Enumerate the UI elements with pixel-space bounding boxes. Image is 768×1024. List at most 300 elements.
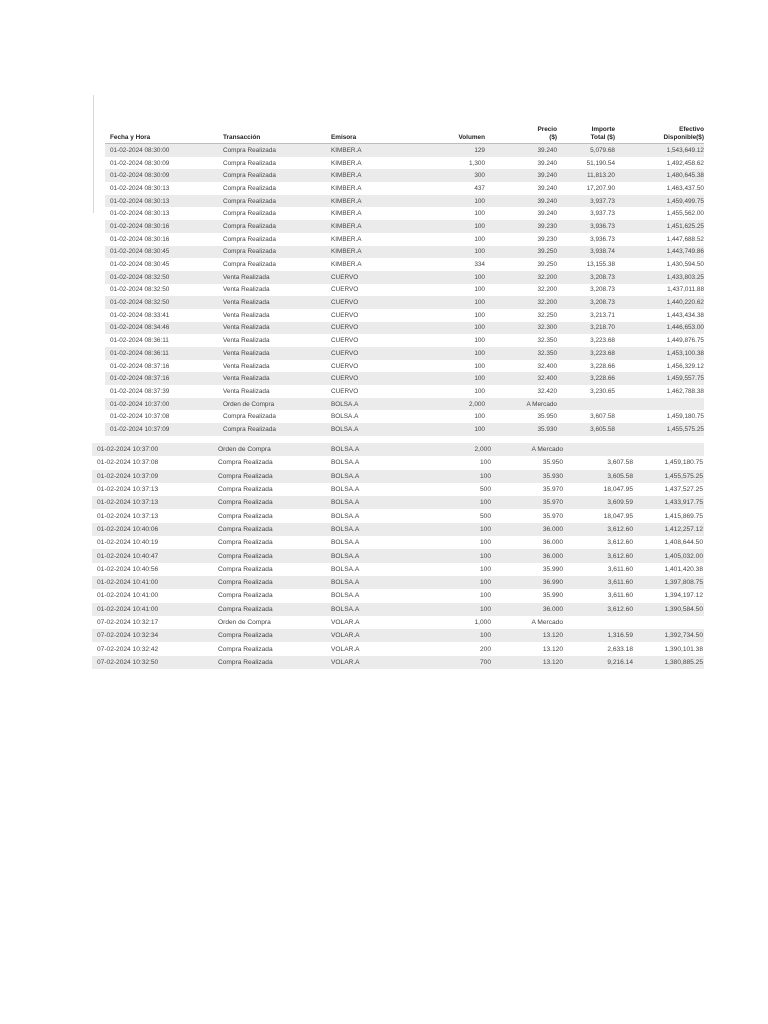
date-cell: 01-02-2024 08:37:16 [110,362,170,370]
cash-cell: 1,443,434.38 [666,311,704,319]
price-cell: 39.250 [537,248,557,256]
cash-cell: 1,443,749.86 [666,248,704,256]
date-cell: 01-02-2024 08:30:13 [110,197,170,205]
table-row [105,385,704,398]
volume-cell: 100 [479,632,491,640]
date-cell: 01-02-2024 10:37:08 [97,459,159,467]
volume-cell: 100 [479,539,491,547]
total-cell: 3,230.65 [590,387,615,395]
cash-cell: 1,455,575.25 [666,425,704,433]
total-cell: 11,813.20 [587,172,615,180]
transaction-cell: Venta Realizada [223,324,270,332]
total-cell: 3,611.60 [607,592,633,600]
cash-cell: 1,408,644.50 [664,539,703,547]
cash-cell: 1,390,101.38 [664,645,703,653]
issuer-cell: BOLSA.A [331,552,360,560]
cash-cell: 1,449,876.75 [666,337,704,345]
date-cell: 01-02-2024 10:41:00 [97,592,159,600]
price-cell: 32.400 [537,362,557,370]
price-cell: 39.250 [537,261,557,269]
price-cell: 35.950 [542,459,563,467]
date-cell: 01-02-2024 08:32:50 [110,273,170,281]
issuer-cell: KIMBER.A [331,159,362,167]
issuer-cell: BOLSA.A [331,425,359,433]
volume-cell: 100 [474,273,485,281]
issuer-cell: CUERVO [331,387,359,395]
total-cell: 3,936.73 [590,222,615,230]
issuer-cell: CUERVO [331,273,359,281]
total-cell: 3,938.74 [590,248,615,256]
total-cell: 3,218.70 [590,324,615,332]
volume-cell: 100 [474,413,485,421]
cash-cell: 1,492,458.62 [666,159,704,167]
volume-cell: 100 [474,362,485,370]
cash-cell: 1,543,649.12 [666,146,704,154]
table-row [105,410,704,423]
cash-cell: 1,433,803.25 [666,273,704,281]
cash-cell: 1,453,100.38 [666,349,704,357]
total-cell: 3,213.71 [590,311,615,319]
volume-cell: 100 [474,222,485,230]
issuer-cell: VOLAR.A [331,619,360,626]
total-cell: 5,079.68 [590,146,615,154]
date-cell: 01-02-2024 08:30:09 [110,159,170,167]
transaction-cell: Compra Realizada [218,499,273,507]
table-row [105,334,704,347]
price-cell: 36.000 [542,525,563,533]
total-cell: 3,228.66 [590,362,615,370]
cash-cell: 1,415,869.75 [664,512,703,520]
transaction-cell: Compra Realizada [218,645,273,653]
price-cell: 36.000 [542,552,563,560]
total-cell: 3,607.58 [607,459,633,467]
table-row [92,549,704,562]
table-row [105,182,704,195]
cash-cell: 1,380,885.25 [664,658,703,666]
total-cell: 3,223.68 [590,337,615,345]
volume-cell: 1,000 [474,619,491,626]
cash-cell: 1,397,808.75 [664,579,703,587]
table-row [105,398,704,411]
cash-cell: 1,390,584.50 [664,605,703,613]
volume-cell: 100 [479,525,491,533]
date-cell: 07-02-2024 10:32:17 [97,619,159,626]
total-cell: 3,208.73 [590,273,615,281]
table-row [105,271,704,284]
transaction-cell: Compra Realizada [218,472,273,480]
date-cell: 01-02-2024 08:33:41 [110,311,170,319]
transaction-cell: Compra Realizada [218,565,273,573]
price-cell: 35.990 [542,592,563,600]
transaction-cell: Compra Realizada [218,605,273,613]
volume-cell: 100 [479,459,491,467]
issuer-cell: VOLAR.A [331,658,360,666]
issuer-cell: CUERVO [331,286,359,294]
transaction-cell: Compra Realizada [218,579,273,587]
table-row [105,233,704,246]
total-cell: 2,633.18 [607,645,633,653]
date-cell: 01-02-2024 08:30:09 [110,172,170,180]
table-row [105,360,704,373]
date-cell: 01-02-2024 08:32:50 [110,286,170,294]
price-cell: 13.120 [542,632,563,640]
issuer-cell: KIMBER.A [331,197,362,205]
volume-cell: 100 [474,235,485,243]
issuer-cell: CUERVO [331,349,359,357]
cash-cell: 1,451,625.25 [666,222,704,230]
volume-cell: 100 [474,311,485,319]
transaction-cell: Venta Realizada [223,299,270,307]
cash-cell: 1,459,499.75 [666,197,704,205]
table-row [105,322,704,335]
header-total: Importe Total ($) [590,126,615,141]
cash-cell: 1,433,917.75 [664,499,703,507]
price-cell: 35.930 [537,425,557,433]
date-cell: 01-02-2024 08:34:46 [110,324,170,332]
transaction-cell: Compra Realizada [218,459,273,467]
volume-cell: 100 [474,425,485,433]
date-cell: 01-02-2024 08:37:16 [110,375,170,383]
date-cell: 01-02-2024 10:41:00 [97,579,159,587]
table-row [92,523,704,536]
total-cell: 3,612.60 [607,605,633,613]
price-cell: 39.240 [537,172,557,180]
cash-cell: 1,459,180.75 [666,413,704,421]
price-cell: 39.240 [537,197,557,205]
header-volume: Volumen [458,133,485,141]
price-cell: 35.970 [542,486,563,494]
price-cell: 36.000 [542,605,563,613]
date-cell: 01-02-2024 08:37:39 [110,387,170,395]
transaction-cell: Orden de Compra [223,400,275,408]
date-cell: 07-02-2024 10:32:42 [97,645,159,653]
price-cell: 32.200 [537,299,557,307]
issuer-cell: BOLSA.A [331,512,360,520]
price-cell: 39.230 [537,222,557,230]
transaction-cell: Venta Realizada [223,387,270,395]
total-cell: 3,611.60 [607,579,633,587]
table-row [105,220,704,233]
table-row [105,423,704,436]
issuer-cell: BOLSA.A [331,565,360,573]
transaction-cell: Venta Realizada [223,311,270,319]
cash-cell: 1,394,197.12 [664,592,703,600]
price-cell: 32.420 [537,387,557,395]
table-row [105,207,704,220]
price-cell: 32.250 [537,311,557,319]
table-row [92,470,704,483]
total-cell: 1,316.59 [607,632,633,640]
price-cell: 13.120 [542,658,563,666]
transaction-cell: Venta Realizada [223,362,270,370]
total-cell: 3,612.60 [607,539,633,547]
transaction-cell: Compra Realizada [223,210,276,218]
table-row [92,563,704,576]
issuer-cell: KIMBER.A [331,146,362,154]
transaction-cell: Compra Realizada [218,632,273,640]
transaction-cell: Venta Realizada [223,286,270,294]
transaction-cell: Compra Realizada [223,261,276,269]
table-row [105,258,704,271]
price-cell: 36.990 [542,579,563,587]
date-cell: 01-02-2024 10:37:13 [97,512,159,520]
transaction-cell: Compra Realizada [223,172,276,180]
cash-cell: 1,446,653.00 [666,324,704,332]
total-cell: 3,605.58 [590,425,615,433]
price-cell: 39.240 [537,146,557,154]
table-row [92,642,704,655]
volume-cell: 437 [474,184,485,192]
date-cell: 01-02-2024 08:30:45 [110,261,170,269]
cash-cell: 1,455,562.00 [666,210,704,218]
cash-cell: 1,437,527.25 [664,486,703,494]
volume-cell: 700 [479,658,491,666]
price-cell: A Mercado [531,446,563,454]
date-cell: 01-02-2024 10:37:13 [97,486,159,494]
volume-cell: 1,300 [469,159,485,167]
total-cell: 3,612.60 [607,552,633,560]
total-cell: 3,208.73 [590,286,615,294]
issuer-cell: BOLSA.A [331,579,360,587]
cash-cell: 1,456,329.12 [666,362,704,370]
total-cell: 3,611.60 [607,565,633,573]
total-cell: 3,936.73 [590,235,615,243]
volume-cell: 100 [474,197,485,205]
table-body [105,144,704,436]
transaction-cell: Orden de Compra [218,446,271,454]
volume-cell: 500 [479,512,491,520]
price-cell: 35.930 [542,472,563,480]
table-row [92,483,704,496]
volume-cell: 2,000 [474,446,491,454]
cash-cell: 1,401,420.38 [664,565,703,573]
date-cell: 01-02-2024 08:36:11 [110,349,169,357]
header-cash: Efectivo Disponible($) [663,126,704,141]
price-cell: 35.990 [542,565,563,573]
date-cell: 01-02-2024 10:37:00 [97,446,159,454]
issuer-cell: BOLSA.A [331,525,360,533]
table-row [92,456,704,469]
cash-cell: 1,412,257.12 [664,525,703,533]
table-row [105,195,704,208]
table-row [105,347,704,360]
total-cell: 3,612.60 [607,525,633,533]
price-cell: 39.240 [537,184,557,192]
table-row [105,372,704,385]
header-price: Precio ($) [537,126,557,141]
transactions-table-top [105,121,704,436]
transaction-cell: Compra Realizada [218,486,273,494]
volume-cell: 500 [479,486,491,494]
price-cell: 39.230 [537,235,557,243]
date-cell: 07-02-2024 10:32:50 [97,658,159,666]
volume-cell: 100 [474,375,485,383]
total-cell: 18,047.95 [603,512,633,520]
price-cell: 39.240 [537,210,557,218]
volume-cell: 100 [474,210,485,218]
issuer-cell: BOLSA.A [331,499,360,507]
date-cell: 01-02-2024 10:40:56 [97,565,159,573]
volume-cell: 100 [474,324,485,332]
issuer-cell: BOLSA.A [331,605,360,613]
volume-cell: 100 [479,592,491,600]
date-cell: 01-02-2024 08:30:16 [110,235,170,243]
cash-cell: 1,447,688.52 [666,235,704,243]
volume-cell: 100 [479,499,491,507]
volume-cell: 300 [474,172,485,180]
issuer-cell: BOLSA.A [331,413,359,421]
volume-cell: 2,000 [469,400,485,408]
table-row [105,296,704,309]
issuer-cell: KIMBER.A [331,210,362,218]
transaction-cell: Venta Realizada [223,349,270,357]
volume-cell: 100 [474,337,485,345]
total-cell: 3,607.58 [590,413,615,421]
table-row [92,629,704,642]
issuer-cell: VOLAR.A [331,645,360,653]
price-cell: 32.350 [537,349,557,357]
issuer-cell: KIMBER.A [331,235,362,243]
price-cell: 32.200 [537,286,557,294]
transactions-table-bottom [92,443,704,669]
transaction-cell: Compra Realizada [218,552,273,560]
transaction-cell: Venta Realizada [223,337,270,345]
date-cell: 01-02-2024 10:37:00 [110,400,170,408]
price-cell: 35.970 [542,512,563,520]
total-cell: 17,207.90 [586,184,615,192]
transaction-cell: Compra Realizada [223,159,276,167]
cash-cell: 1,459,557.75 [666,375,704,383]
total-cell: 3,609.59 [607,499,633,507]
issuer-cell: BOLSA.A [331,592,360,600]
date-cell: 01-02-2024 08:30:13 [110,210,170,218]
cash-cell: 1,440,220.62 [666,299,704,307]
transaction-cell: Venta Realizada [223,273,270,281]
transaction-cell: Compra Realizada [218,539,273,547]
cash-cell: 1,405,032.00 [664,552,703,560]
transaction-cell: Compra Realizada [223,184,276,192]
price-cell: 32.200 [537,273,557,281]
volume-cell: 100 [479,605,491,613]
date-cell: 01-02-2024 10:41:00 [97,605,159,613]
date-cell: 01-02-2024 10:37:09 [110,425,170,433]
price-cell: 32.350 [537,337,557,345]
issuer-cell: CUERVO [331,375,359,383]
table-body [92,443,704,669]
price-cell: 32.400 [537,375,557,383]
table-row [92,603,704,616]
date-cell: 01-02-2024 08:30:00 [110,146,170,154]
table-row [105,246,704,259]
date-cell: 01-02-2024 10:37:13 [97,499,159,507]
table-row [92,616,704,629]
cash-cell: 1,455,575.25 [664,472,703,480]
issuer-cell: BOLSA.A [331,539,360,547]
header-transaction: Transacción [223,133,261,141]
volume-cell: 100 [479,552,491,560]
issuer-cell: KIMBER.A [331,261,362,269]
total-cell: 3,228.66 [590,375,615,383]
transaction-cell: Compra Realizada [218,525,273,533]
issuer-cell: CUERVO [331,311,359,319]
date-cell: 01-02-2024 10:40:06 [97,525,159,533]
total-cell: 51,190.54 [586,159,615,167]
cash-cell: 1,462,788.38 [666,387,704,395]
table-row [92,576,704,589]
issuer-cell: BOLSA.A [331,486,360,494]
price-cell: 35.950 [537,413,557,421]
table-row [105,169,704,182]
cash-cell: 1,463,437.50 [666,184,704,192]
issuer-cell: KIMBER.A [331,248,362,256]
issuer-cell: BOLSA.A [331,459,360,467]
table-row [105,309,704,322]
transaction-cell: Orden de Compra [218,619,271,626]
table-row [92,509,704,522]
price-cell: 32.300 [537,324,557,332]
table-row [92,496,704,509]
date-cell: 01-02-2024 08:30:45 [110,248,170,256]
table-row [105,157,704,170]
transaction-cell: Compra Realizada [223,222,276,230]
transaction-cell: Compra Realizada [218,658,273,666]
total-cell: 9,216.14 [607,658,633,666]
volume-cell: 200 [479,645,491,653]
price-cell: A Mercado [526,400,557,408]
issuer-cell: BOLSA.A [331,400,359,408]
issuer-cell: KIMBER.A [331,222,362,230]
transaction-cell: Compra Realizada [223,235,276,243]
date-cell: 01-02-2024 08:30:16 [110,222,170,230]
transaction-cell: Compra Realizada [218,592,273,600]
date-cell: 01-02-2024 10:40:47 [97,552,159,560]
table-row [105,284,704,297]
date-cell: 07-02-2024 10:32:34 [97,632,159,640]
date-cell: 01-02-2024 10:40:19 [97,539,159,547]
volume-cell: 100 [474,248,485,256]
date-cell: 01-02-2024 10:37:08 [110,413,170,421]
table-row [92,536,704,549]
volume-cell: 100 [474,349,485,357]
transaction-cell: Compra Realizada [223,146,276,154]
date-cell: 01-02-2024 10:37:09 [97,472,159,480]
table-header [105,121,704,144]
issuer-cell: CUERVO [331,324,359,332]
issuer-cell: VOLAR.A [331,632,360,640]
date-cell: 01-02-2024 08:32:50 [110,299,170,307]
issuer-cell: KIMBER.A [331,172,362,180]
transaction-cell: Compra Realizada [218,512,273,520]
volume-cell: 100 [474,286,485,294]
table-row [105,144,704,157]
issuer-cell: KIMBER.A [331,184,362,192]
transaction-cell: Venta Realizada [223,375,270,383]
date-cell: 01-02-2024 08:36:11 [110,337,169,345]
transaction-cell: Compra Realizada [223,197,276,205]
price-cell: 36.000 [542,539,563,547]
left-margin-line [93,95,94,213]
volume-cell: 334 [474,261,485,269]
price-cell: 13.120 [542,645,563,653]
total-cell: 13,155.38 [586,261,615,269]
price-cell: 35.970 [542,499,563,507]
table-row [92,443,704,456]
volume-cell: 100 [474,387,485,395]
volume-cell: 100 [474,299,485,307]
date-cell: 01-02-2024 08:30:13 [110,184,170,192]
cash-cell: 1,459,180.75 [664,459,703,467]
header-issuer: Emisora [331,133,357,141]
